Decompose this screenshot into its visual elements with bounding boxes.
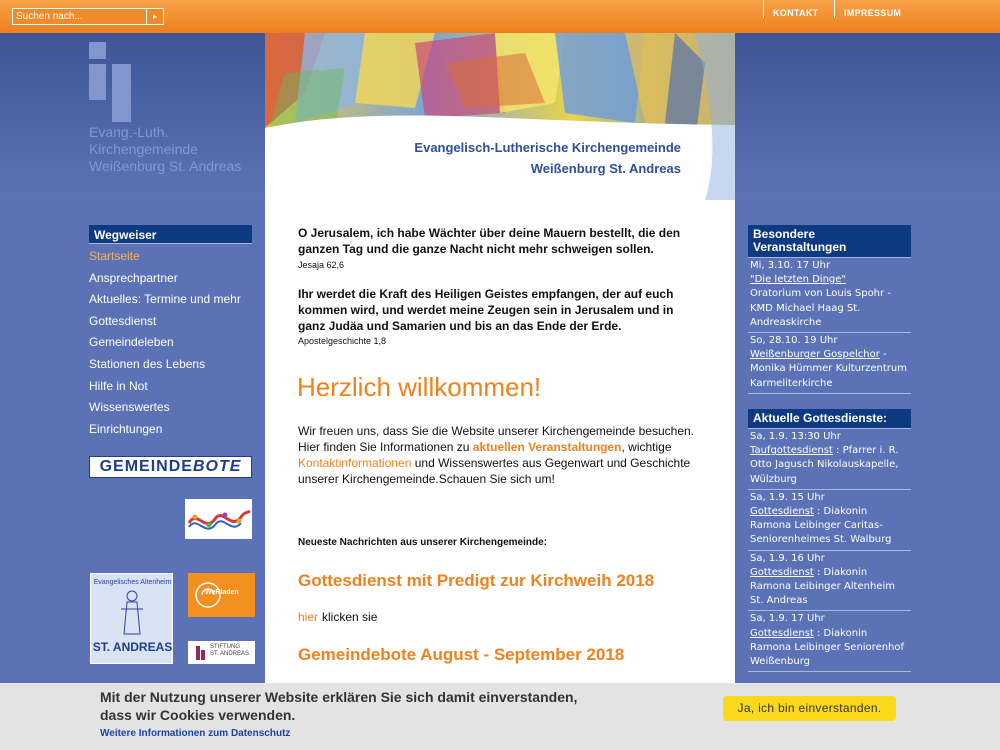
cookie-message: Mit der Nutzung unserer Website erklären Sie sich damit einverstanden, dass wir Cookies verwenden. [100,689,578,723]
event-date: So, 28.10. 19 Uhr [750,335,838,347]
service-item [748,611,911,672]
banner-title-line2: Weißenburg St. Andreas [530,161,681,176]
site-logo[interactable] [89,42,131,122]
nav-item-aktuelles[interactable]: Aktuelles: Termine und mehr [89,292,241,307]
event-details: Oratorium von Louis Spohr - KMD Michael Haag St. Andreaskirche [750,288,891,328]
event-link[interactable]: "Die letzten Dinge" [750,274,847,286]
nav-item-startseite[interactable]: Startseite [89,249,140,263]
site-name-line: Evang.-Luth. [89,124,169,140]
event-details: - Monika Hümmer Kulturzentrum Karmeliterkirche [750,349,907,389]
hier-text: klicken sie [322,610,378,624]
service-link[interactable]: Gottesdienst [750,506,814,518]
event-item [748,333,911,394]
stiftung-text: STIFTUNG ST. ANDREAS [210,644,250,657]
nav-item-stationen[interactable]: Stationen des Lebens [89,356,206,371]
weltladen-logo-link[interactable] [188,573,255,617]
services-box [748,409,911,672]
site-name[interactable] [89,124,259,175]
site-name-line: Kirchengemeinde [89,141,198,157]
news-heading: Neueste Nachrichten aus unserer Kirchengemeinde: [298,537,547,548]
nav-impressum-link[interactable]: IMPRESSUM [834,0,914,18]
cookie-accept-button[interactable]: Ja, ich bin einverstanden. [723,696,896,721]
bible-ref-1: Jesaja 62,6 [298,260,345,270]
altenheim-name: ST. ANDREAS [92,640,173,654]
altenheim-logo-link[interactable] [90,573,173,664]
nav-item-gottesdienst[interactable]: Gottesdienst [89,313,157,328]
event-date: Mi, 3.10. 17 Uhr [750,260,831,271]
bible-verse-2: Ihr werdet die Kraft des Heiligen Geistes empfangen, der auf euch kommen wird, und werdet meine Zeugen sein in Jerusalem und in ganz Judäa und Samarien und bis an das Ende der Erde. [298,287,674,333]
stiftung-logo-link[interactable] [188,641,255,664]
service-date: Sa, 1.9. 15 Uhr [750,491,825,503]
top-nav [763,0,914,33]
special-events-box [748,225,911,394]
event-link[interactable]: Weißenburger Gospelchor [750,349,880,361]
gemeindebote-text-italic: BOTE [192,458,242,475]
weltladen-text: WeRladen [205,589,239,596]
news-title-kirchweih[interactable]: Gottesdienst mit Predigt zur Kirchweih 2018 [298,571,655,590]
privacy-info-link[interactable]: Weitere Informationen zum Datenschutz [100,728,291,739]
header-banner-image [265,33,735,200]
altenheim-caption: Evangelisches Altenheim [93,579,172,586]
left-sidebar-nav [89,225,252,442]
people-chain-icon [185,499,252,539]
service-item [748,429,911,490]
nav-item-ansprechpartner[interactable]: Ansprechpartner [89,270,178,285]
intro-text: und Wissenswertes aus Gegenwart und Geschichte unserer Kirchengemeinde.Schauen Sie sich um! [298,456,691,486]
gemeindebote-text: GEMEINDE [99,458,193,475]
events-link[interactable]: aktuellen Veranstaltungen [472,440,622,454]
bible-ref-2: Apostelgeschichte 1,8 [298,336,387,346]
top-bar [0,0,1000,33]
search-input[interactable] [13,9,147,24]
service-details: : Diakonin Ramona Leibinger Altenheim St. Andreas [750,566,895,607]
nav-item-wissenswertes[interactable]: Wissenswertes [89,400,170,415]
welcome-heading: Herzlich willkommen! [297,372,542,402]
cookie-consent-bar [0,683,1000,750]
nav-item-hilfe[interactable]: Hilfe in Not [89,378,148,393]
intro-text: Wir freuen uns, dass Sie die Website unserer Kirchengemeinde besuchen. Hier finden Sie Informationen zu [298,424,694,454]
contact-info-link[interactable]: Kontaktinformationen [298,456,412,470]
service-details: : Diakonin Ramona Leibinger Caritas-Seniorenheimes St. Walburg [750,506,892,546]
service-details: : Diakonin Ramona Leibinger Seniorenhof Weißenburg [750,627,905,668]
nav-item-gemeindeleben[interactable]: Gemeindeleben [89,335,174,350]
nav-kontakt-link[interactable]: KONTAKT [763,0,834,18]
logo-block [112,64,131,122]
special-events-heading: Besondere Veranstaltungen [748,225,911,258]
site-name-line: Weißenburg St. Andreas [89,158,242,174]
services-heading: Aktuelle Gottesdienste: [748,409,911,429]
bible-verse-1: O Jerusalem, ich habe Wächter über deine Mauern bestellt, die den ganzen Tag und die ganze Nacht nicht mehr schweigen sollen. [298,226,681,256]
gemeindebote-logo-link[interactable] [89,456,252,478]
service-date: Sa, 1.9. 17 Uhr [750,613,825,625]
service-item [748,551,911,612]
service-link[interactable]: Gottesdienst [750,566,814,578]
banner-title-line1: Evangelisch-Lutherische Kirchengemeinde [414,140,681,155]
service-link[interactable]: Taufgottesdienst [750,445,833,457]
service-details: : Pfarrer i. R. Otto Jagusch Nikolauskapelle, Wülzburg [750,445,899,485]
service-date: Sa, 1.9. 13:30 Uhr [750,431,841,442]
news-title-gemeindebote[interactable]: Gemeindebote August - September 2018 [298,645,625,664]
logo-block [89,42,106,59]
colorful-people-chain-image[interactable] [185,499,252,539]
service-link[interactable]: Gottesdienst [750,627,814,639]
nav-list [89,248,252,442]
service-date: Sa, 1.9. 16 Uhr [750,552,825,564]
news-link-line [298,610,377,624]
hier-link[interactable]: hier [298,610,319,624]
intro-paragraph [298,423,698,487]
search-box [12,8,164,25]
intro-text: , wichtige [621,440,672,454]
nav-heading: Wegweiser [89,225,252,244]
search-submit-button[interactable]: ▸ [146,9,163,24]
logo-block [89,64,106,100]
nav-item-einrichtungen[interactable]: Einrichtungen [89,421,163,436]
service-item [748,490,911,551]
event-item [748,258,911,333]
main-content [265,200,735,683]
